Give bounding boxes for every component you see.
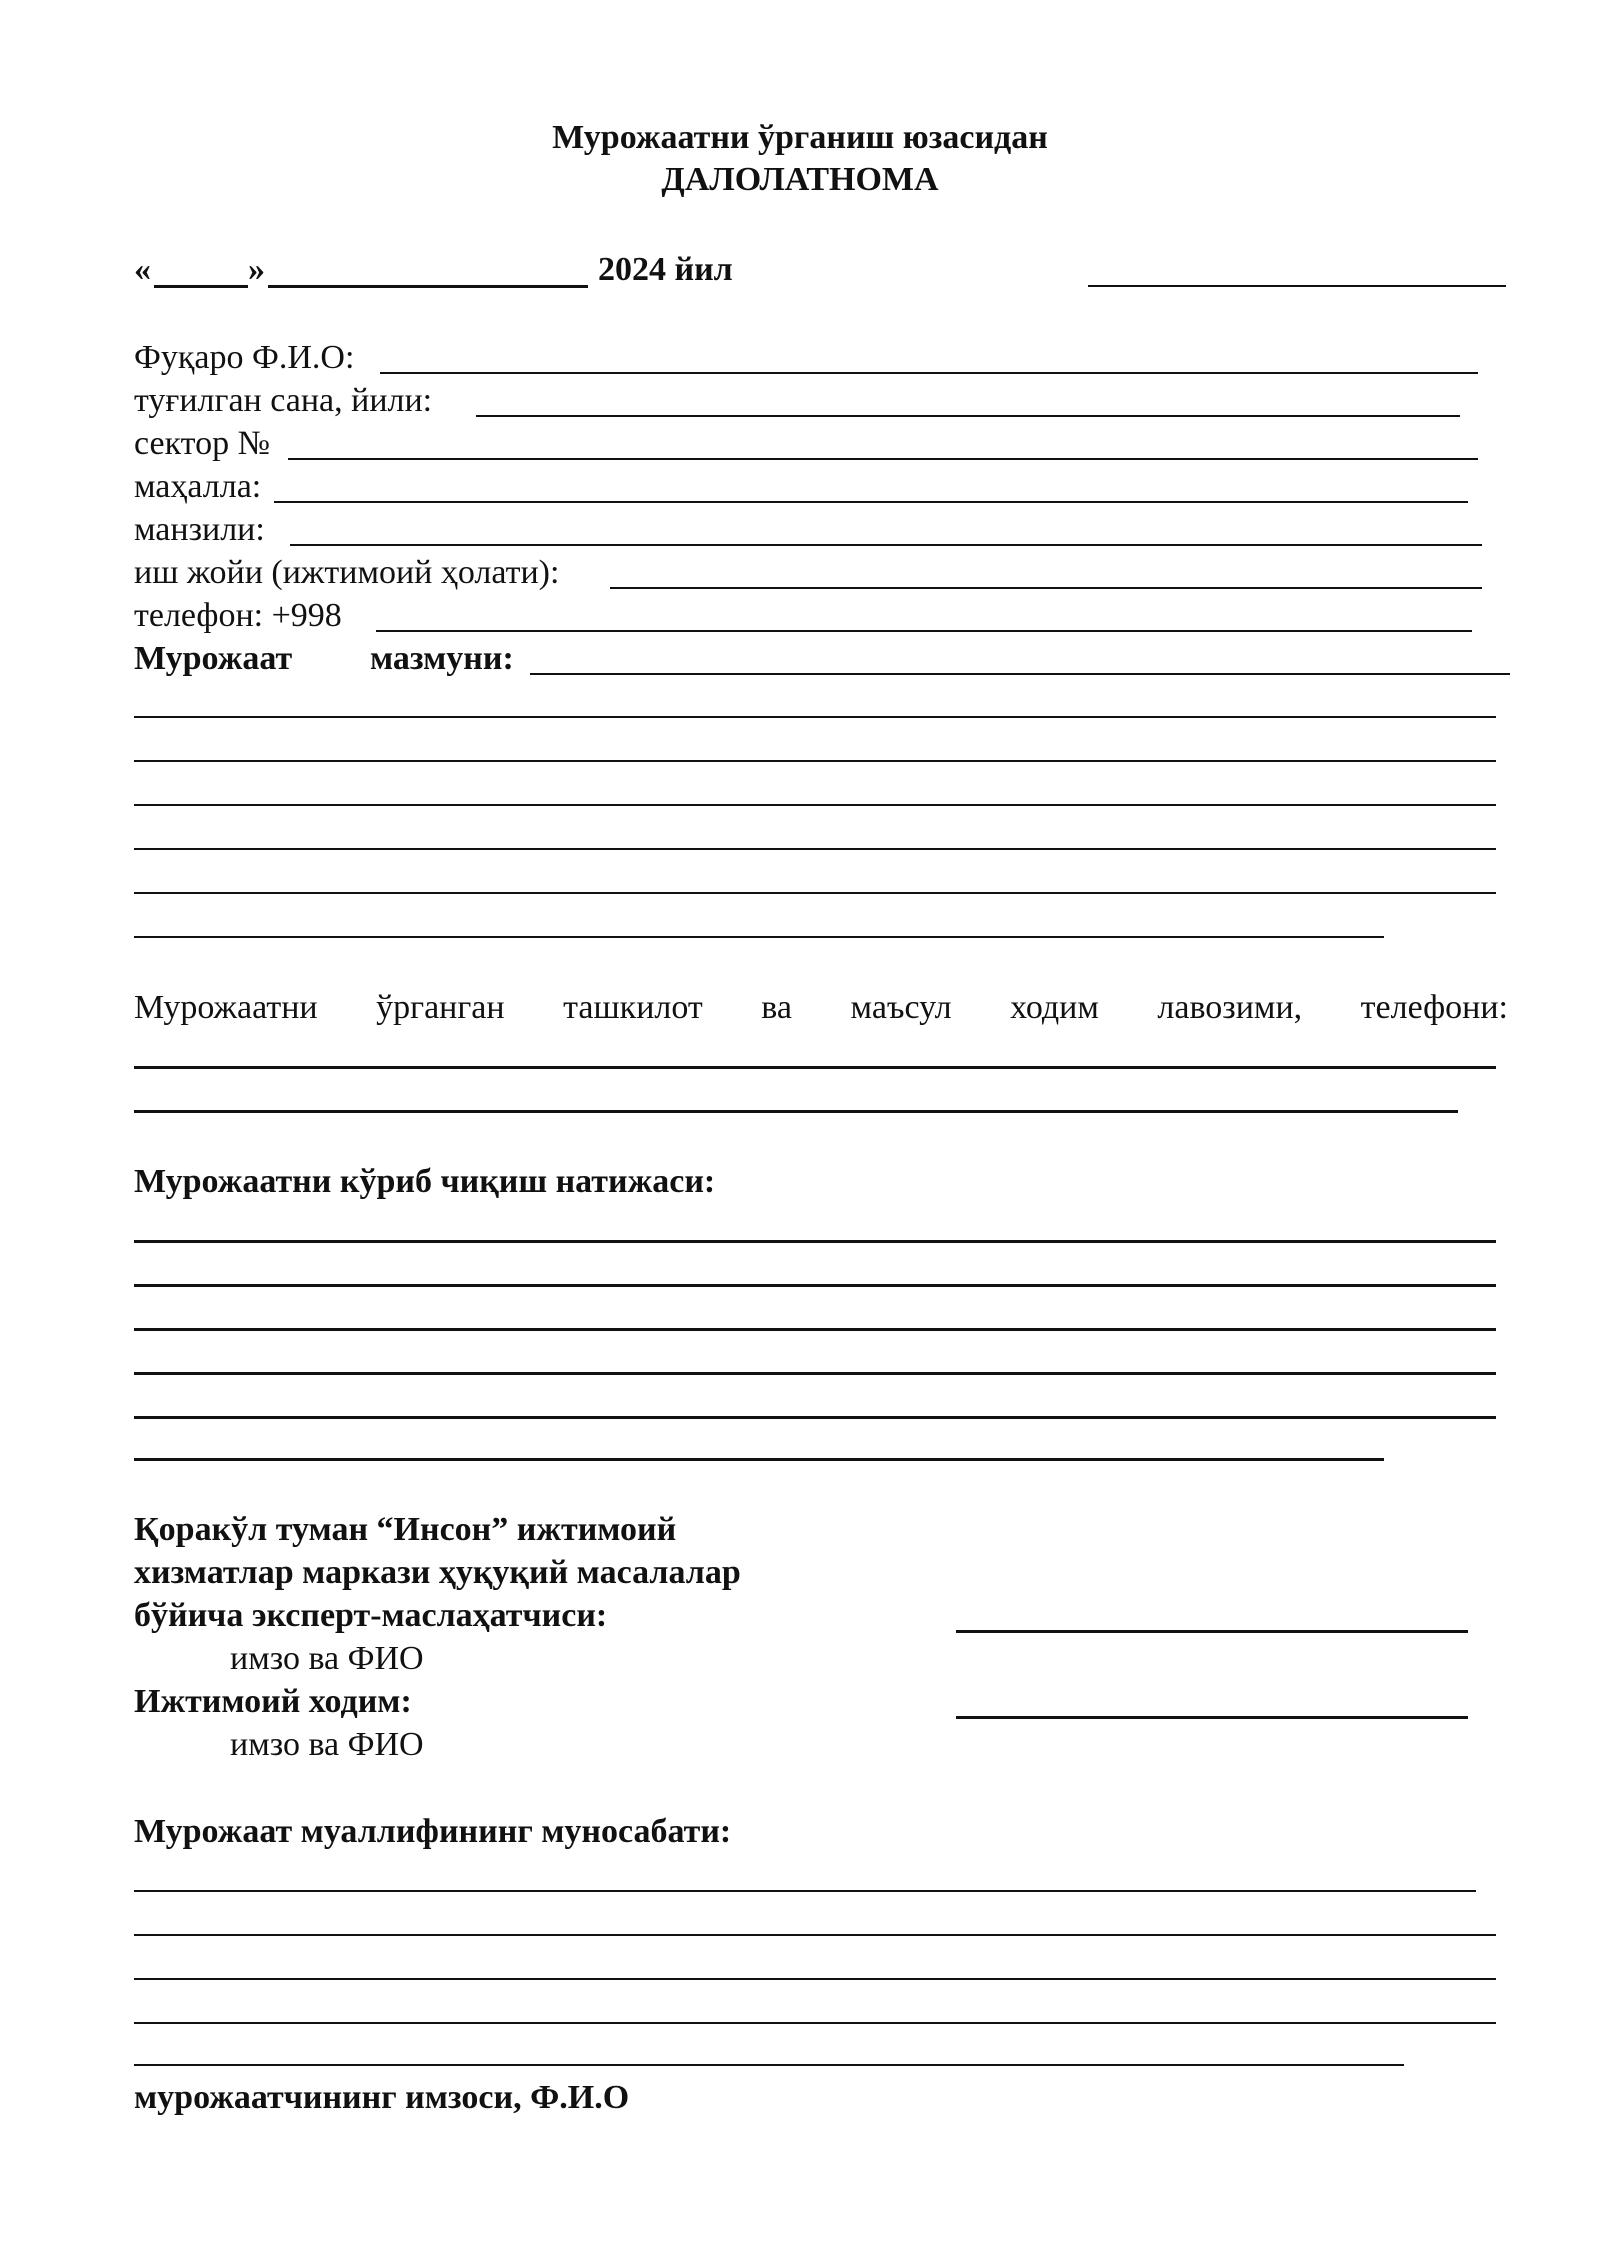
appeal-line-6[interactable] — [134, 892, 1496, 894]
document-title: ДАЛОЛАТНОМА — [661, 161, 939, 198]
year-text: 2024 йил — [598, 251, 733, 288]
field-label-mahalla: маҳалла: — [134, 468, 262, 505]
expert-title-line-2: хизматлар маркази ҳуқуқий масалалар — [134, 1554, 741, 1591]
expert-title-line-1: Қоракўл туман “Инсон” ижтимоий — [134, 1511, 677, 1548]
field-line-address[interactable] — [290, 544, 1482, 546]
expert-title-line-3: бўйича эксперт-маслаҳатчиси: — [134, 1597, 608, 1634]
appeal-label-word1: Мурожаат — [134, 640, 293, 677]
organization-label — [134, 988, 1508, 1028]
result-line-4[interactable] — [134, 1372, 1496, 1375]
title-line-1: Мурожаатни ўрганиш юзасидан — [552, 119, 1048, 156]
field-label-workplace: иш жойи (ижтимоий ҳолати): — [134, 554, 560, 591]
field-line-mahalla[interactable] — [274, 501, 1468, 503]
field-label-sector: сектор № — [134, 425, 271, 462]
field-label-fio: Фуқаро Ф.И.О: — [134, 339, 355, 376]
field-line-phone[interactable] — [376, 630, 1472, 632]
appeal-label-word2: мазмуни: — [370, 640, 514, 677]
month-blank[interactable] — [268, 285, 588, 288]
day-blank[interactable] — [154, 285, 248, 288]
appeal-line-3[interactable] — [134, 760, 1496, 762]
result-line-5[interactable] — [134, 1416, 1496, 1419]
field-line-birthdate[interactable] — [476, 415, 1460, 417]
field-line-sector[interactable] — [288, 458, 1478, 460]
appeal-line-7[interactable] — [134, 936, 1384, 938]
appeal-line-1[interactable] — [530, 673, 1510, 675]
org-word: Мурожаатни — [134, 989, 318, 1026]
author-opinion-label: Мурожаат муаллифининг муносабати: — [134, 1813, 732, 1850]
field-label-address: манзили: — [134, 511, 265, 548]
org-word: маъсул — [850, 989, 952, 1026]
org-word: ходим — [1010, 989, 1099, 1026]
result-label: Мурожаатни кўриб чиқиш натижаси: — [134, 1163, 716, 1200]
author-line-4[interactable] — [134, 2022, 1496, 2024]
appeal-line-4[interactable] — [134, 804, 1496, 806]
organization-line-1[interactable] — [134, 1066, 1496, 1069]
field-line-workplace[interactable] — [610, 587, 1482, 589]
social-worker-signature-line[interactable] — [956, 1716, 1468, 1719]
author-line-1[interactable] — [134, 1890, 1476, 1892]
expert-sign-hint: имзо ва ФИО — [230, 1640, 424, 1677]
applicant-signature-caption: мурожаатчининг имзоси, Ф.И.О — [134, 2079, 630, 2116]
author-line-3[interactable] — [134, 1978, 1496, 1980]
field-label-phone: телефон: +998 — [134, 597, 342, 634]
org-word: ва — [761, 989, 792, 1026]
result-line-1[interactable] — [134, 1240, 1496, 1243]
appeal-line-5[interactable] — [134, 848, 1496, 850]
social-worker-sign-hint: имзо ва ФИО — [230, 1726, 424, 1763]
expert-signature-line[interactable] — [956, 1630, 1468, 1633]
field-line-fio[interactable] — [380, 372, 1478, 374]
result-line-6[interactable] — [134, 1458, 1384, 1461]
org-word: телефони: — [1360, 989, 1508, 1026]
place-blank[interactable] — [1088, 285, 1506, 287]
appeal-line-2[interactable] — [134, 716, 1496, 718]
social-worker-label: Ижтимоий ходим: — [134, 1683, 412, 1720]
author-line-2[interactable] — [134, 1934, 1496, 1936]
organization-line-2[interactable] — [134, 1110, 1458, 1113]
org-word: ўрганган — [376, 989, 505, 1026]
author-line-5[interactable] — [134, 2064, 1404, 2066]
field-label-birthdate: туғилган сана, йили: — [134, 382, 433, 419]
org-word: ташкилот — [563, 989, 703, 1026]
result-line-3[interactable] — [134, 1328, 1496, 1331]
result-line-2[interactable] — [134, 1284, 1496, 1287]
close-quote: » — [248, 251, 265, 288]
open-quote: « — [134, 251, 151, 288]
org-word: лавозими, — [1157, 989, 1303, 1026]
